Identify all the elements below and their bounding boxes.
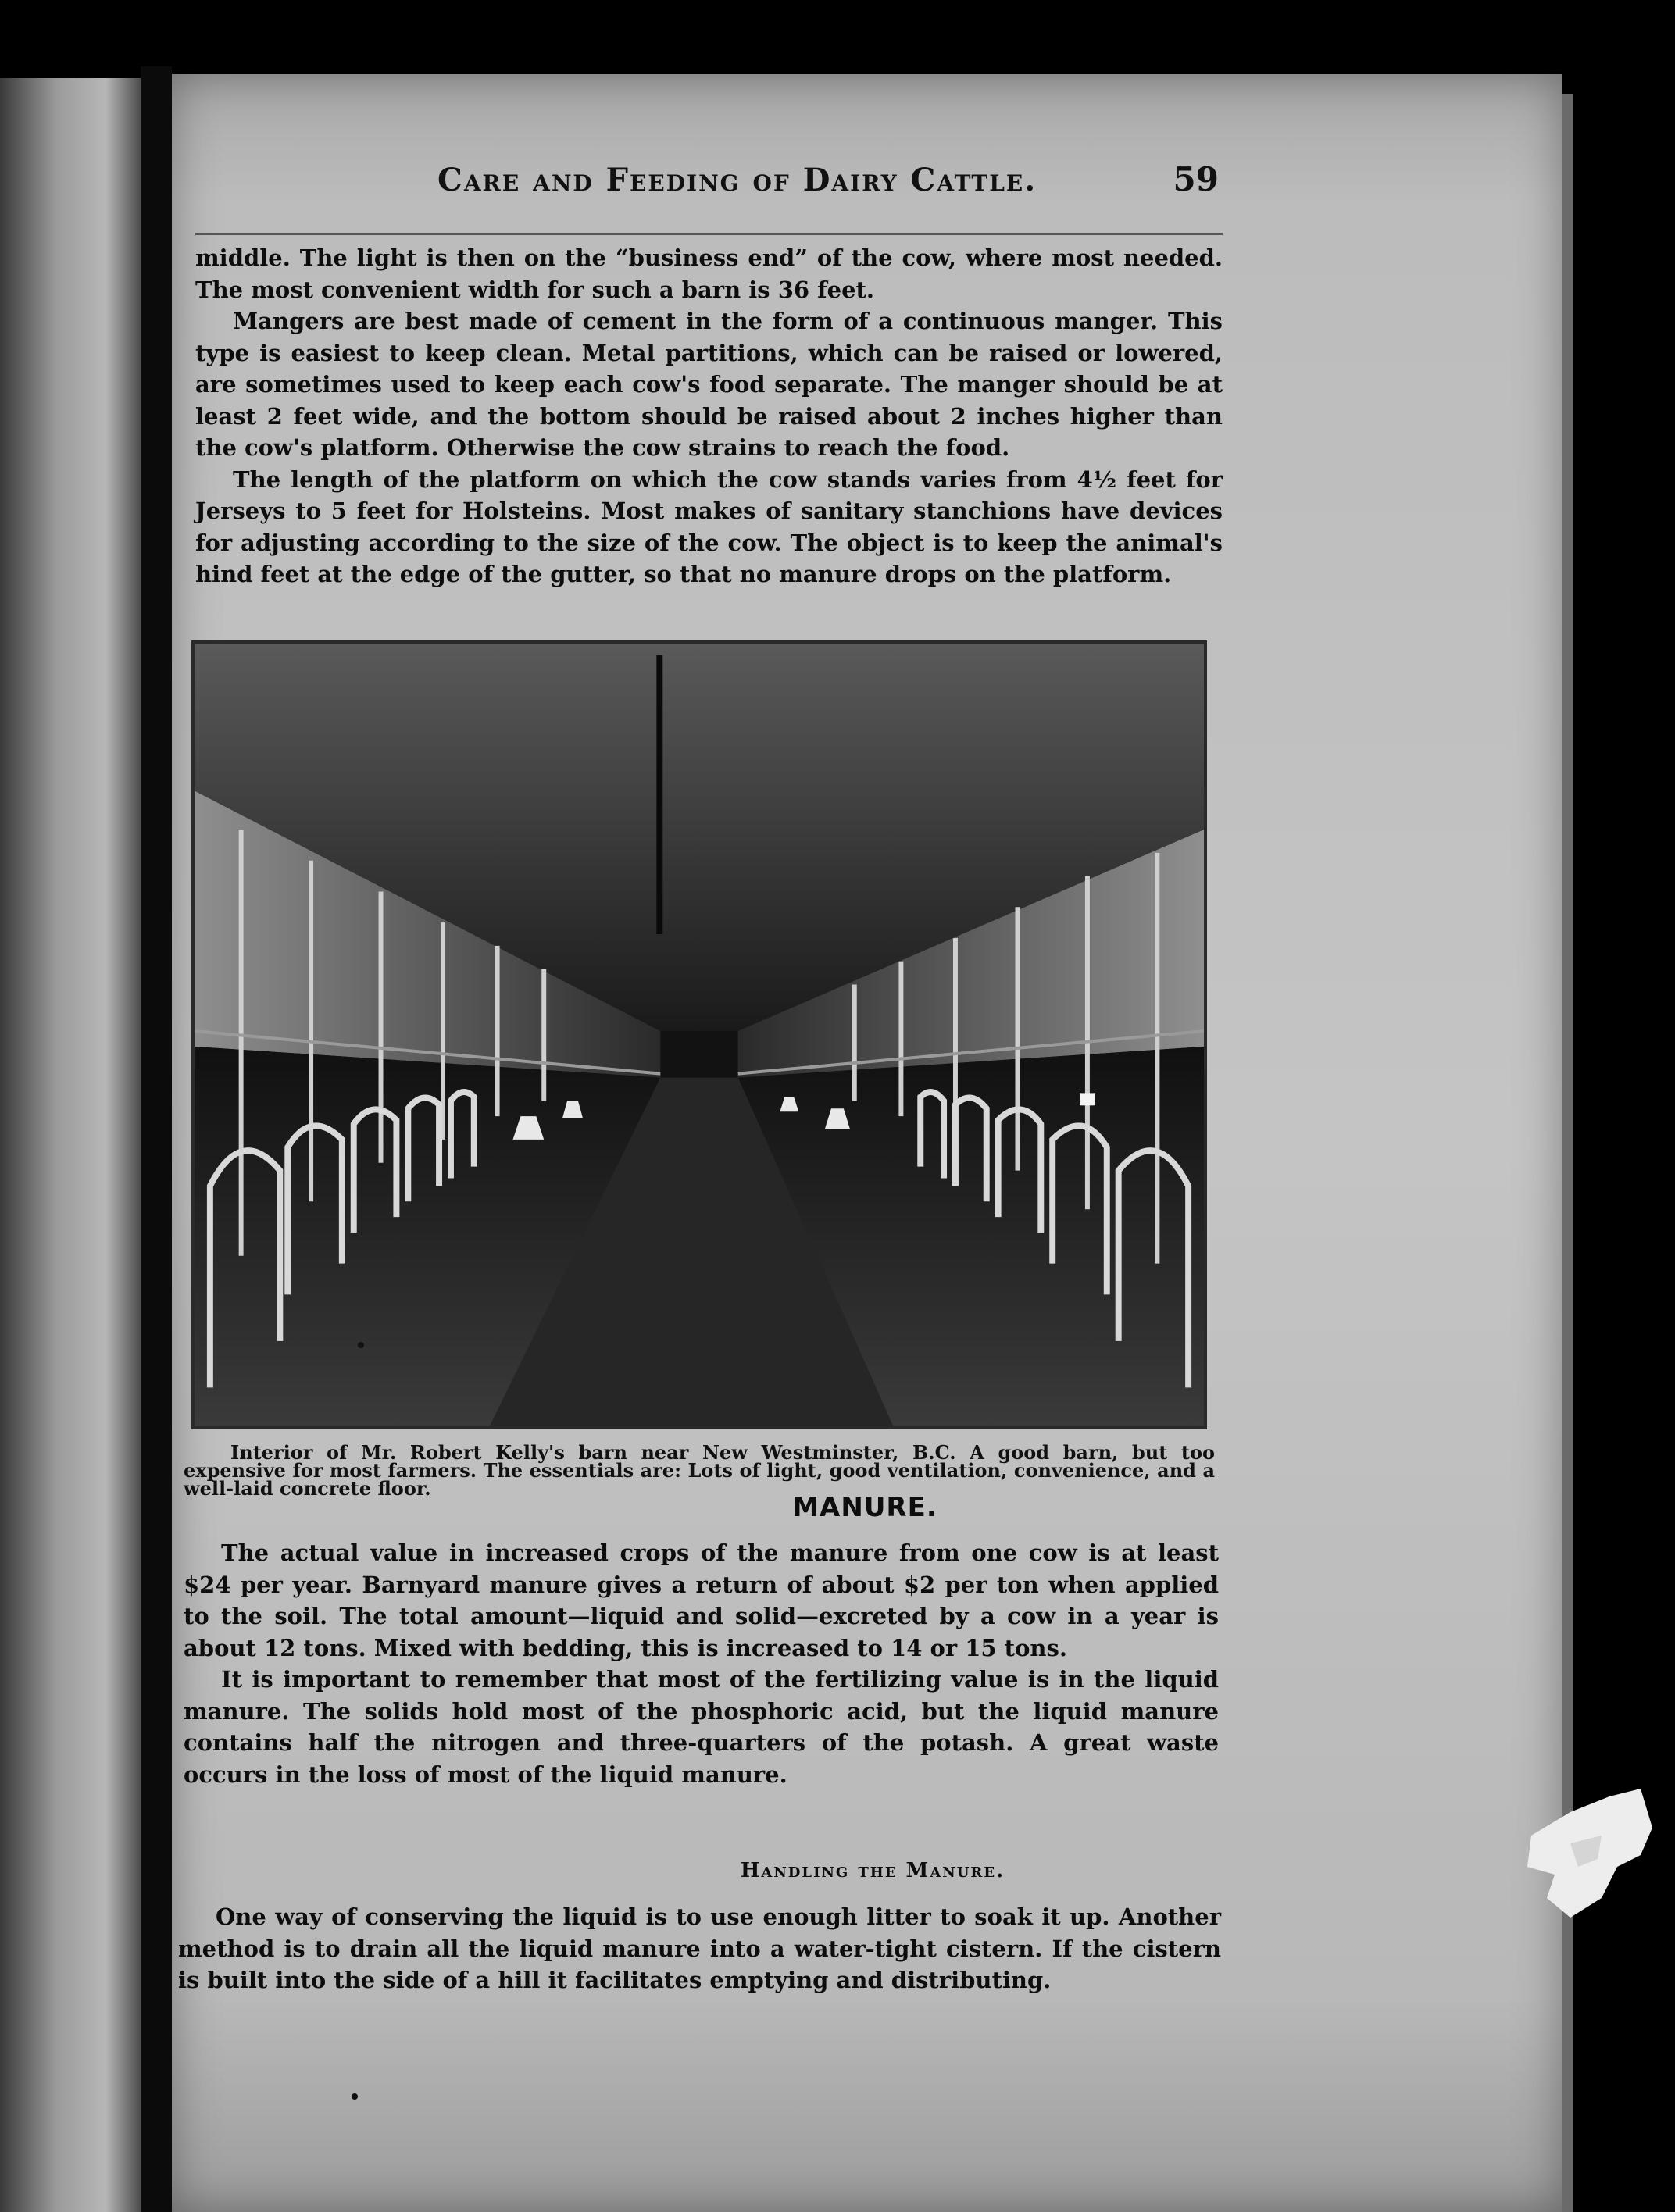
ink-speck [352,2093,358,2100]
paragraph: The actual value in increased crops of the manure from one cow is at least $24 per year. Barnyard manure gives a return of about $2 per ton when applied to the soil. The total amount—liquid and solid—excreted by a cow in a year is about 12 tons. Mixed with bedding, this is increased to 14 or 15 tons. [184,1539,1219,1661]
paragraph: The length of the platform on which the cow stands varies from 4½ feet for Jerseys to 5 feet for Holsteins. Most makes of sanitary stanchions have devices for adjusting according to the size of the cow. The object is to keep the animal's hind feet at the edge of the gutter, so that no manure drops on the platform. [195,466,1223,587]
book-gutter [141,66,172,2212]
barn-photo-illustration [195,644,1204,1426]
paragraph: middle. The light is then on the “business end” of the cow, where most needed. The most convenient width for such a barn is 36 feet. [195,244,1223,303]
torn-paper-patch [1523,1781,1656,1921]
barn-interior-photo [191,640,1207,1429]
paragraph: One way of conserving the liquid is to use enough litter to soak it up. Another method is to drain all the liquid manure into a water-tight cistern. If the cistern is built into the side of a hill it facilitates emptying and distributing. [178,1903,1221,1993]
caption-text: Interior of Mr. Robert Kelly's barn near New Westminster, B.C. A good barn, but too expensive for most farmers. The essentials are: Lots of light, good ventilation, convenience, and a well-laid concrete floor. [184,1441,1215,1500]
paragraph: It is important to remember that most of the fertilizing value is in the liquid manure. The solids hold most of the phosphoric acid, but the liquid manure contains half the nitrogen and three-quarters of the potash. A great waste occurs in the loss of most of the liquid manure. [184,1666,1219,1788]
section-heading-manure: MANURE. [792,1492,938,1523]
page-header [438,160,1219,207]
manure-text-block [184,1537,1219,1790]
facing-page-edge [0,78,141,2212]
handling-text-block [178,1901,1221,1996]
ink-speck [358,1342,364,1348]
page-number: 59 [1173,160,1219,198]
paragraph: Mangers are best made of cement in the form of a continuous manger. This type is easiest to keep clean. Metal partitions, which can be raised or lowered, are sometimes used to keep each cow's food separate. The manger should be at least 2 feet wide, and the bottom should be raised about 2 inches higher than the cow's platform. Otherwise the cow strains to reach the food. [195,308,1223,461]
subsection-heading-handling: Handling the Manure. [740,1859,1005,1882]
running-head: Care and Feeding of Dairy Cattle. [438,162,1038,198]
photo-caption [184,1441,1215,1500]
top-text-block [195,242,1223,590]
header-rule [195,233,1223,235]
